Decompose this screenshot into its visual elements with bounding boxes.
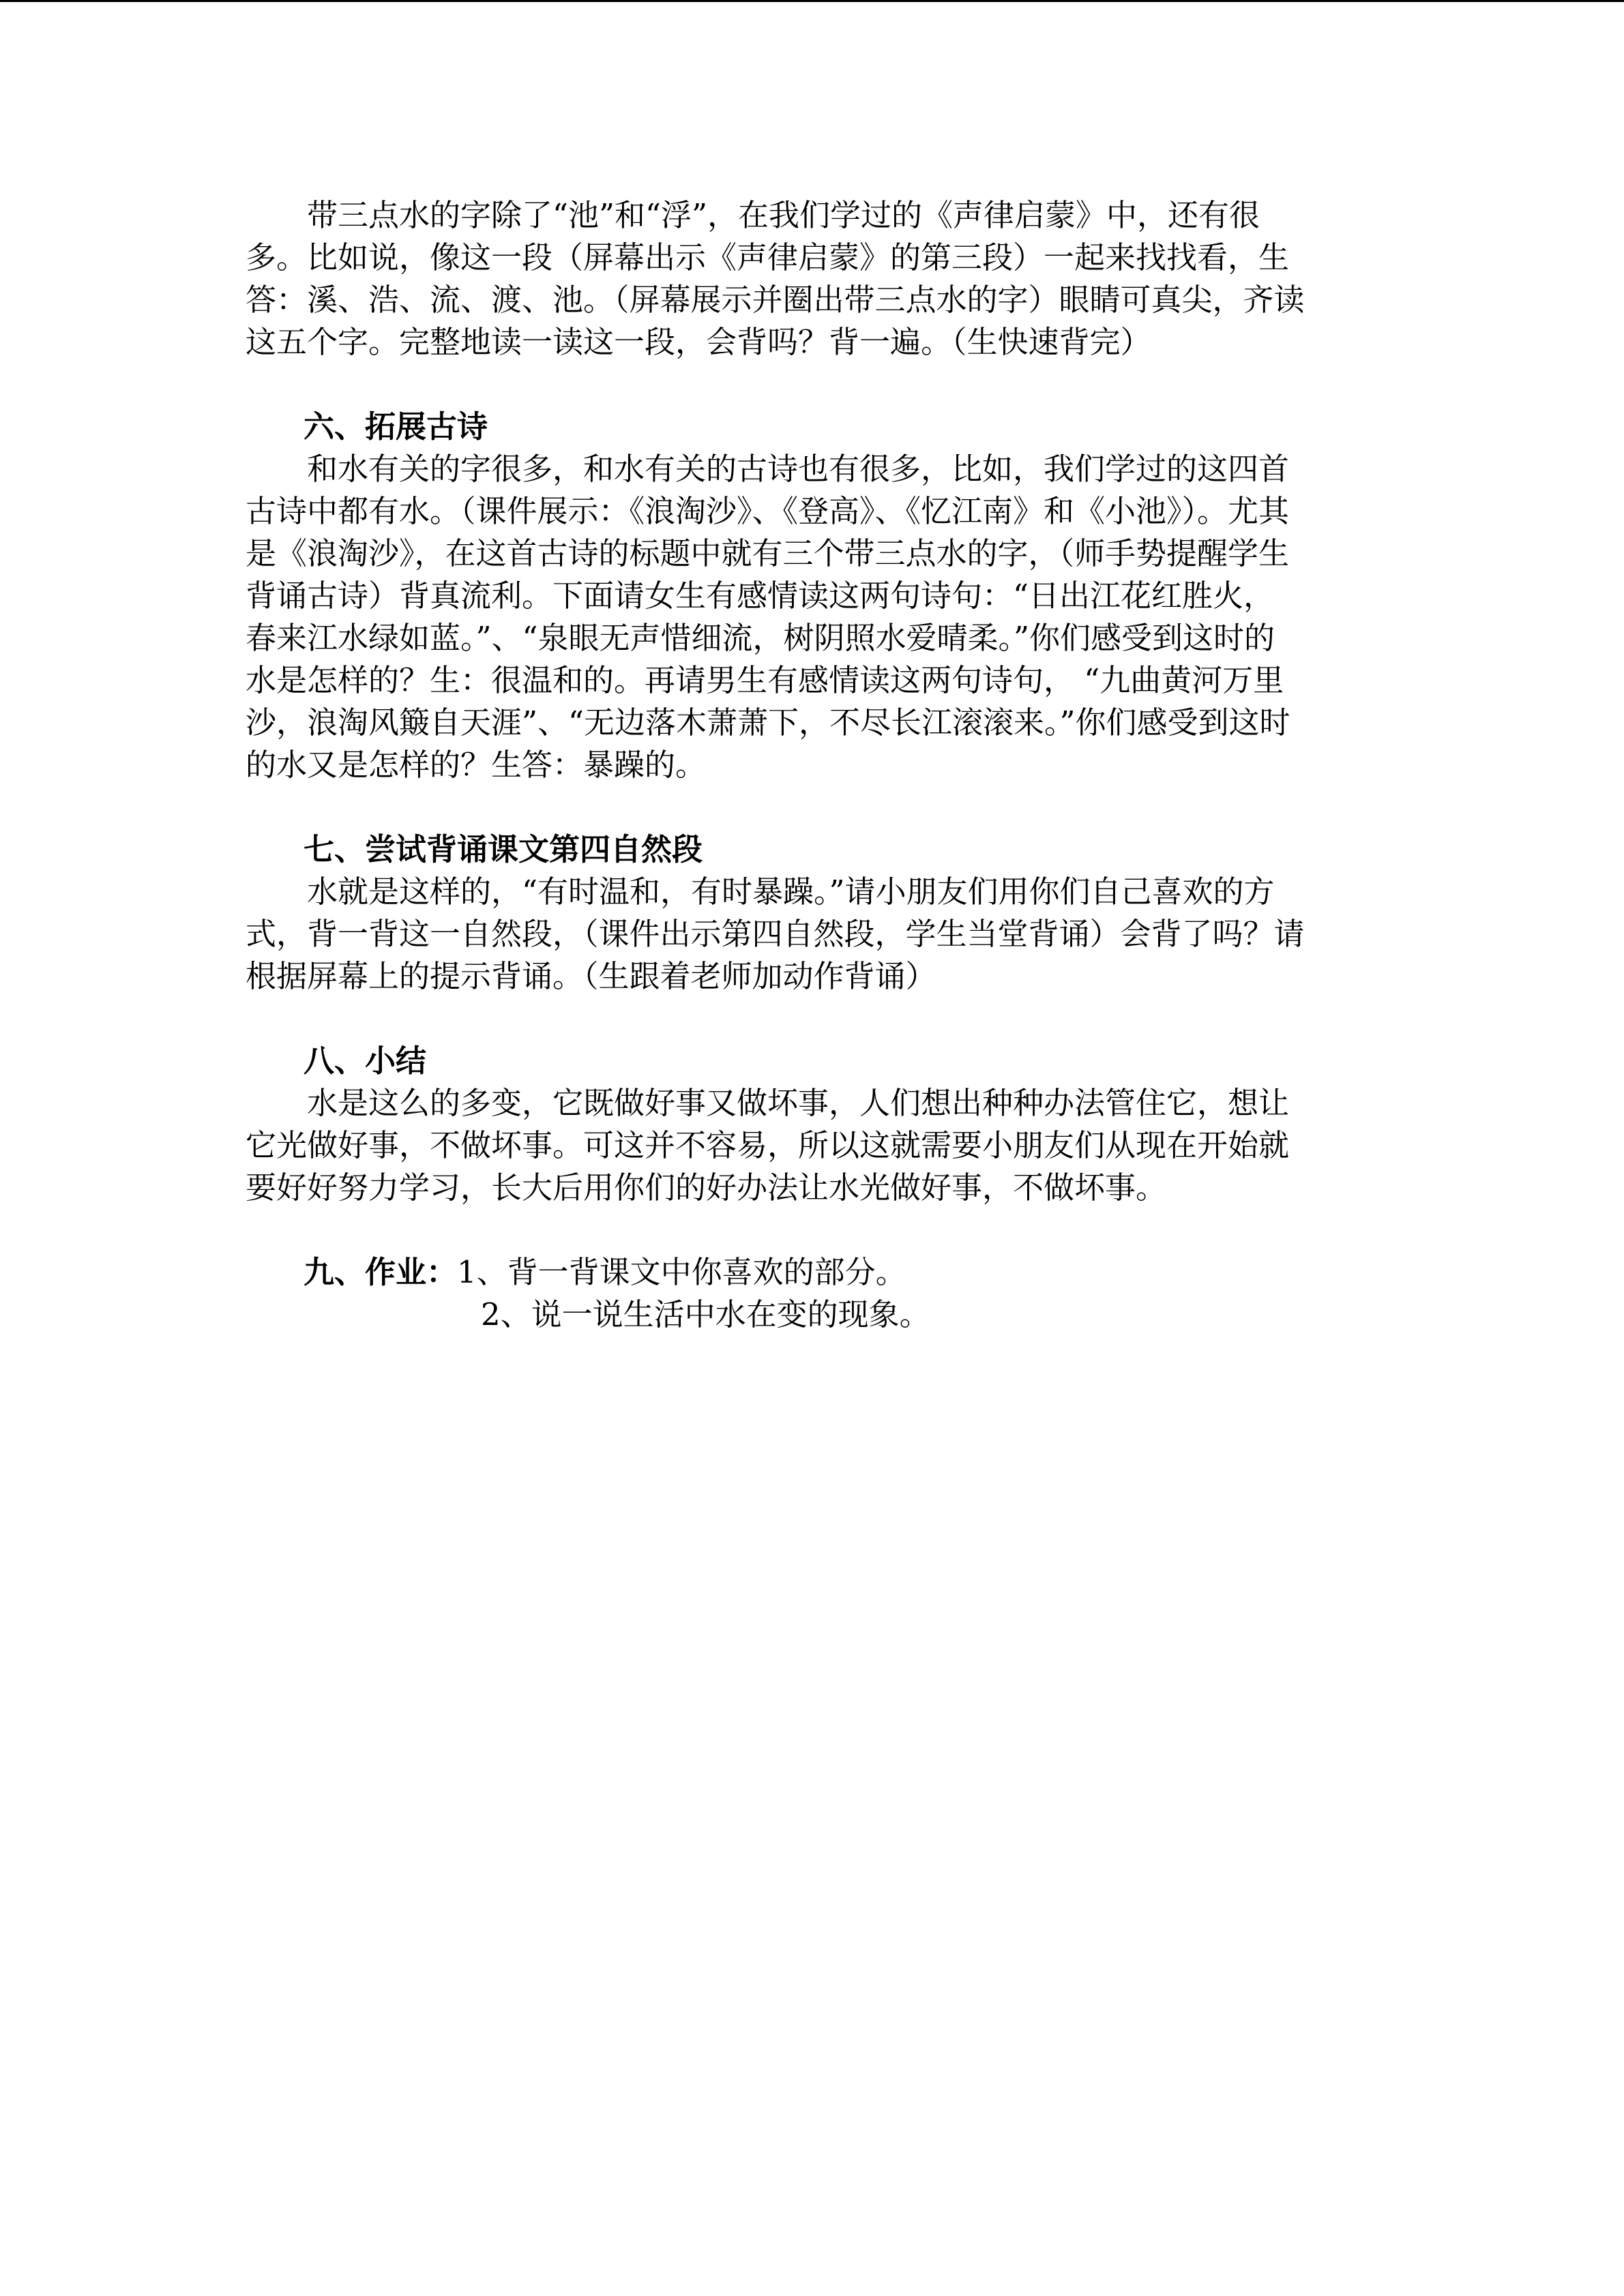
intro-line: 多。比如说，像这一段（屏幕出示《声律启蒙》的第三段）一起来找找看，生: [246, 239, 1290, 275]
paragraph-line: 水是怎样的？生：很温和的。再请男生有感情读这两句诗句， “九曲黄河万里: [246, 662, 1284, 698]
paragraph-line: 春来江水绿如蓝。”、“泉眼无声惜细流，树阴照水爱晴柔。”你们感受到这时的: [246, 620, 1275, 656]
paragraph-line: 水是这么的多变，它既做好事又做坏事，人们想出种种办法管住它，想让: [307, 1085, 1290, 1121]
intro-paragraph: [246, 194, 1381, 363]
spacer: [246, 998, 1381, 1040]
paragraph-line: 古诗中都有水。（课件展示：《浪淘沙》、《登高》、《忆江南》和《小池》）。尤其: [246, 493, 1290, 529]
paragraph-line: 背诵古诗）背真流利。下面请女生有感情读这两句诗句：“日出江花红胜火，: [246, 578, 1275, 614]
section-expand-poems: [246, 406, 1381, 786]
homework-item: 2、说一说生活中水在变的现象。: [481, 1296, 930, 1332]
spacer: [246, 786, 1381, 829]
section-summary: [246, 1040, 1381, 1209]
paragraph-line: 沙，浪淘风簸自天涯”、“无边落木萧萧下，不尽长江滚滚来。”你们感受到这时: [246, 704, 1290, 741]
page-top-border: [0, 0, 1624, 2]
paragraph-line: 水就是这样的，“有时温和，有时暴躁。”请小朋友们用你们自己喜欢的方: [307, 874, 1275, 910]
paragraph-line: 和水有关的字很多，和水有关的古诗也有很多，比如，我们学过的这四首: [307, 451, 1290, 487]
section-recite-paragraph: [246, 829, 1381, 998]
section-heading: 七、尝试背诵课文第四自然段: [304, 831, 703, 867]
section-homework: [246, 1251, 1381, 1336]
intro-line: 这五个字。完整地读一读这一段，会背吗？背一遍。（生快速背完）: [246, 324, 1151, 360]
section-heading: 六、拓展古诗: [304, 408, 488, 445]
paragraph-line: 的水又是怎样的？生答：暴躁的。: [246, 747, 707, 783]
section-heading: 八、小结: [304, 1043, 427, 1079]
paragraph-line: 它光做好事，不做坏事。可这并不容易，所以这就需要小朋友们从现在开始就: [246, 1127, 1290, 1163]
document-body: [246, 194, 1381, 1336]
paragraph-line: 是《浪淘沙》，在这首古诗的标题中就有三个带三点水的字，（师手势提醒学生: [246, 535, 1290, 571]
homework-item: 1、背一背课文中你喜欢的部分。: [457, 1254, 906, 1290]
paragraph-line: 要好好努力学习，长大后用你们的好办法让水光做好事，不做坏事。: [246, 1169, 1167, 1206]
spacer: [246, 363, 1381, 406]
intro-line: 带三点水的字除了“池”和“浮”，在我们学过的《声律启蒙》中，还有很: [307, 197, 1260, 233]
section-heading: 九、作业：: [304, 1254, 458, 1290]
homework-row: [246, 1251, 1381, 1294]
spacer: [246, 1209, 1381, 1251]
paragraph-line: 根据屏幕上的提示背诵。（生跟着老师加动作背诵）: [246, 958, 936, 994]
paragraph-line: 式，背一背这一自然段，（课件出示第四自然段，学生当堂背诵）会背了吗？请: [246, 916, 1305, 952]
intro-line: 答：溪、浩、流、渡、池。（屏幕展示并圈出带三点水的字）眼睛可真尖，齐读: [246, 282, 1305, 318]
